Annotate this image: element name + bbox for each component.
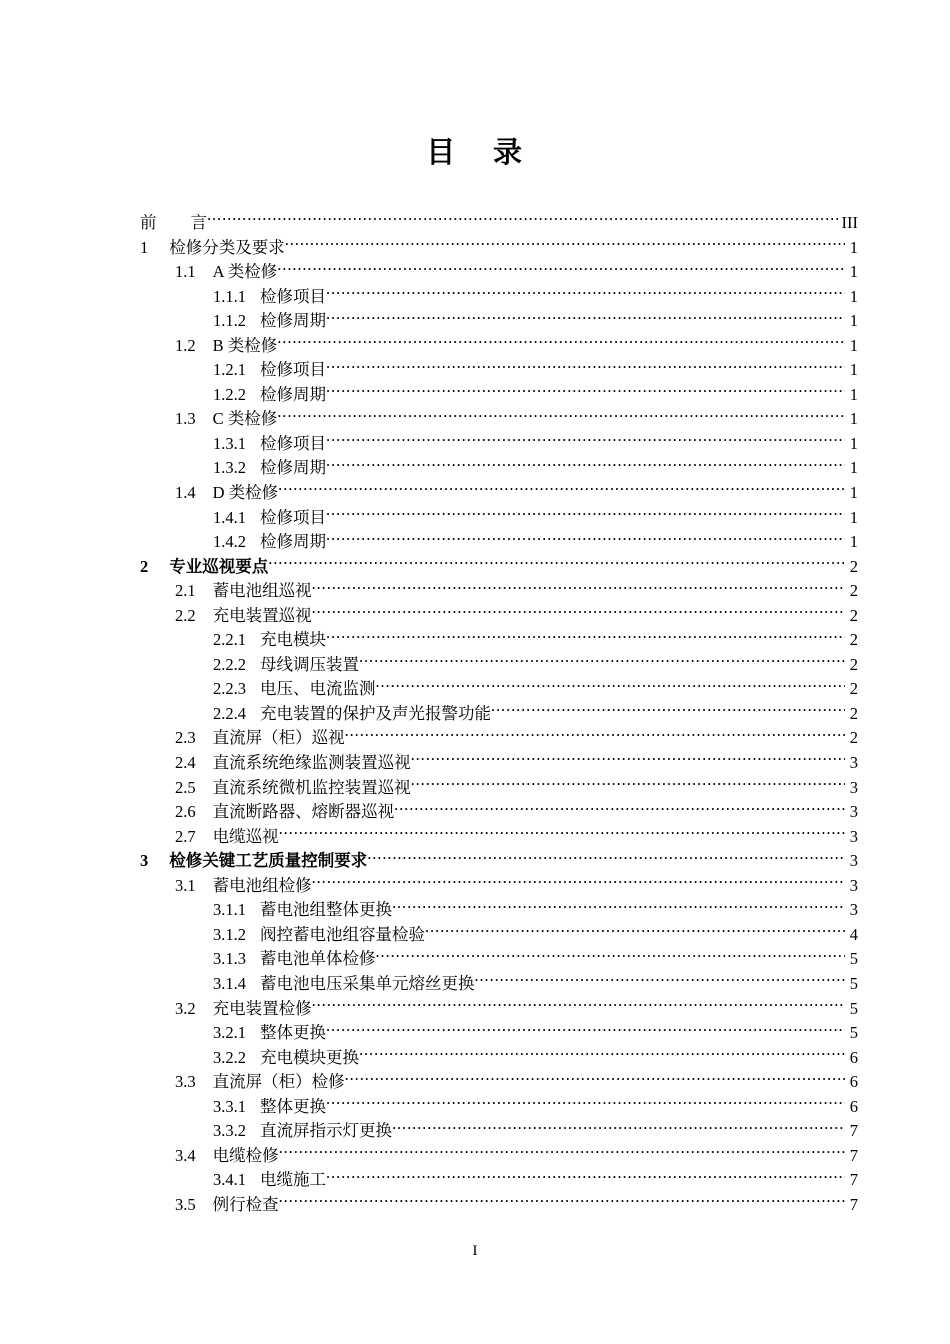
toc-entry-label: 检修分类及要求 bbox=[169, 237, 285, 257]
toc-entry[interactable] bbox=[140, 260, 858, 285]
toc-entry[interactable] bbox=[140, 702, 858, 727]
toc-entry-page-number: 6 bbox=[849, 1072, 858, 1092]
toc-entry-number: 1.1 bbox=[175, 262, 196, 282]
toc-entry-page-number: 5 bbox=[849, 973, 858, 993]
toc-entry-number: 3.5 bbox=[175, 1194, 196, 1214]
toc-entry[interactable] bbox=[140, 211, 858, 236]
toc-entry-label: 充电装置的保护及声光报警功能 bbox=[260, 703, 491, 723]
toc-entry-label: 检修周期 bbox=[260, 384, 326, 404]
toc-entry-label: 检修项目 bbox=[260, 286, 326, 306]
toc-entry-label: 直流屏（柜）检修 bbox=[212, 1072, 345, 1092]
toc-entry-page-number: 1 bbox=[849, 237, 858, 257]
toc-entry-page-number: 7 bbox=[849, 1194, 858, 1214]
toc-leader-dots bbox=[411, 752, 845, 769]
toc-entry-page-number: 3 bbox=[849, 875, 858, 895]
toc-entry-page-number: 7 bbox=[849, 1145, 858, 1165]
toc-entry-page-number: 2 bbox=[849, 605, 858, 625]
toc-entry-label: 直流系统微机监控装置巡视 bbox=[212, 777, 411, 797]
toc-entry-number: 2.3 bbox=[175, 728, 196, 748]
toc-entry-number: 2.1 bbox=[175, 581, 196, 601]
toc-entry-page-number: 7 bbox=[849, 1121, 858, 1141]
toc-leader-dots bbox=[312, 874, 845, 891]
toc-entry-number: 3.1 bbox=[175, 875, 196, 895]
toc-entry[interactable] bbox=[140, 456, 858, 481]
toc-entry[interactable] bbox=[140, 898, 858, 923]
toc-leader-dots bbox=[277, 408, 845, 425]
toc-entry[interactable] bbox=[140, 825, 858, 850]
toc-leader-dots bbox=[392, 899, 845, 916]
toc-entry-page-number: 3 bbox=[849, 777, 858, 797]
toc-entry-number: 前 bbox=[140, 213, 157, 232]
toc-leader-dots bbox=[425, 923, 845, 940]
toc-entry[interactable] bbox=[140, 383, 858, 408]
toc-entry-number: 1.1.2 bbox=[213, 311, 246, 331]
toc-entry-page-number: 2 bbox=[849, 703, 858, 723]
toc-entry-page-number: 1 bbox=[849, 458, 858, 478]
toc-entry-page-number: 3 bbox=[849, 900, 858, 920]
toc-leader-dots bbox=[278, 482, 845, 499]
toc-leader-dots bbox=[312, 997, 845, 1014]
toc-leader-dots bbox=[285, 236, 845, 253]
toc-leader-dots bbox=[326, 383, 845, 400]
toc-leader-dots bbox=[277, 261, 845, 278]
toc-entry[interactable] bbox=[140, 947, 858, 972]
toc-leader-dots bbox=[279, 825, 845, 842]
toc-entry-label: 阀控蓄电池组容量检验 bbox=[260, 924, 425, 944]
toc-entry-page-number: 1 bbox=[849, 409, 858, 429]
toc-entry-number: 3.4.1 bbox=[213, 1170, 246, 1190]
toc-entry-page-number: 1 bbox=[849, 262, 858, 282]
toc-entry-page-number: 3 bbox=[849, 826, 858, 846]
toc-entry-page-number: 4 bbox=[849, 924, 858, 944]
toc-entry-label: 电压、电流监测 bbox=[260, 679, 376, 699]
toc-leader-dots bbox=[392, 1120, 845, 1137]
toc-entry[interactable] bbox=[140, 800, 858, 825]
toc-leader-dots bbox=[312, 580, 845, 597]
toc-entry[interactable] bbox=[140, 776, 858, 801]
toc-entry[interactable] bbox=[140, 358, 858, 383]
toc-entry-page-number: 1 bbox=[849, 507, 858, 527]
toc-leader-dots bbox=[326, 457, 845, 474]
toc-leader-dots bbox=[277, 334, 845, 351]
toc-leader-dots bbox=[359, 1046, 845, 1063]
toc-entry-number: 3.4 bbox=[175, 1145, 196, 1165]
toc-entry-label: 检修周期 bbox=[260, 458, 326, 478]
toc-entry-page-number: 5 bbox=[849, 998, 858, 1018]
toc-entry-label: 蓄电池组巡视 bbox=[212, 581, 312, 601]
toc-leader-dots bbox=[411, 776, 845, 793]
toc-entry-page-number: 1 bbox=[849, 433, 858, 453]
toc-entry-number: 1.4 bbox=[175, 483, 196, 503]
toc-entry[interactable] bbox=[140, 726, 858, 751]
toc-entry[interactable] bbox=[140, 309, 858, 334]
toc-entry-number: 1.3 bbox=[175, 409, 196, 429]
toc-leader-dots bbox=[326, 1022, 845, 1039]
toc-entry-label: 蓄电池单体检修 bbox=[260, 949, 376, 969]
toc-entry[interactable] bbox=[140, 751, 858, 776]
toc-leader-dots bbox=[326, 629, 845, 646]
toc-entry[interactable] bbox=[140, 1095, 858, 1120]
toc-entry-page-number: 2 bbox=[849, 679, 858, 699]
toc-leader-dots bbox=[268, 555, 845, 572]
toc-entry[interactable] bbox=[140, 506, 858, 531]
toc-entry-number: 3.1.2 bbox=[213, 924, 246, 944]
toc-entry[interactable] bbox=[140, 997, 858, 1022]
toc-entry[interactable] bbox=[140, 677, 858, 702]
toc-entry-number: 2.6 bbox=[175, 802, 196, 822]
toc-entry-page-number: 2 bbox=[849, 654, 858, 674]
toc-entry-number: 1.2 bbox=[175, 335, 196, 355]
toc-entry[interactable] bbox=[140, 1144, 858, 1169]
toc-entry-number: 3.2 bbox=[175, 998, 196, 1018]
toc-leader-dots bbox=[359, 653, 845, 670]
toc-entry[interactable] bbox=[140, 923, 858, 948]
toc-entry-number: 3.1.3 bbox=[213, 949, 246, 969]
toc-entry-page-number: 1 bbox=[849, 311, 858, 331]
toc-entry-number: 2.5 bbox=[175, 777, 196, 797]
toc-entry-label: 直流屏（柜）巡视 bbox=[212, 728, 345, 748]
toc-entry-label: 电缆检修 bbox=[212, 1145, 279, 1165]
toc-leader-dots bbox=[491, 702, 845, 719]
toc-entry[interactable] bbox=[140, 1119, 858, 1144]
toc-entry[interactable] bbox=[140, 285, 858, 310]
toc-entry[interactable] bbox=[140, 1193, 858, 1218]
toc-entry-number: 2.2.2 bbox=[213, 654, 246, 674]
toc-leader-dots bbox=[207, 212, 840, 229]
toc-leader-dots bbox=[279, 1144, 845, 1161]
toc-leader-dots bbox=[475, 972, 846, 989]
table-of-contents bbox=[140, 211, 858, 1217]
toc-leader-dots bbox=[345, 1071, 845, 1088]
toc-entry[interactable] bbox=[140, 407, 858, 432]
toc-entry[interactable] bbox=[140, 604, 858, 629]
toc-entry[interactable] bbox=[140, 849, 858, 874]
toc-leader-dots bbox=[312, 604, 845, 621]
toc-entry[interactable] bbox=[140, 628, 858, 653]
toc-leader-dots bbox=[326, 1095, 845, 1112]
toc-entry-number: 1.3.2 bbox=[213, 458, 246, 478]
toc-entry-page-number: 6 bbox=[849, 1096, 858, 1116]
toc-entry[interactable] bbox=[140, 481, 858, 506]
toc-entry[interactable] bbox=[140, 236, 858, 261]
toc-entry-label: A 类检修 bbox=[212, 262, 278, 282]
toc-leader-dots bbox=[279, 1193, 845, 1210]
toc-entry-number: 1 bbox=[140, 237, 149, 257]
toc-entry-label: 检修周期 bbox=[260, 311, 326, 331]
toc-entry-number: 2.2.1 bbox=[213, 630, 246, 650]
toc-entry-label: 例行检查 bbox=[212, 1194, 279, 1214]
toc-entry-number: 1.4.1 bbox=[213, 507, 246, 527]
toc-entry-label: 蓄电池组整体更换 bbox=[260, 900, 392, 920]
toc-entry-number: 3.1.4 bbox=[213, 973, 246, 993]
toc-entry-number: 2.2.4 bbox=[213, 703, 246, 723]
toc-entry-number: 1.4.2 bbox=[213, 532, 246, 552]
toc-entry-label: 检修关键工艺质量控制要求 bbox=[169, 851, 368, 871]
toc-entry-label: 蓄电池组检修 bbox=[212, 875, 312, 895]
toc-entry[interactable] bbox=[140, 972, 858, 997]
toc-entry-page-number: 1 bbox=[849, 532, 858, 552]
toc-entry-label: 检修项目 bbox=[260, 360, 326, 380]
toc-entry-label: 母线调压装置 bbox=[260, 654, 359, 674]
toc-entry-page-number: 1 bbox=[849, 483, 858, 503]
toc-leader-dots bbox=[345, 727, 845, 744]
toc-entry[interactable] bbox=[140, 555, 858, 580]
toc-entry[interactable] bbox=[140, 334, 858, 359]
toc-entry-label: 整体更换 bbox=[260, 1023, 326, 1043]
toc-entry-label: 蓄电池电压采集单元熔丝更换 bbox=[260, 973, 475, 993]
toc-entry-page-number: 1 bbox=[849, 360, 858, 380]
toc-entry-label: 检修项目 bbox=[260, 507, 326, 527]
toc-entry-number: 2.2.3 bbox=[213, 679, 246, 699]
toc-entry-page-number: 2 bbox=[849, 581, 858, 601]
toc-entry-label: 充电装置检修 bbox=[212, 998, 312, 1018]
toc-entry-label: 检修周期 bbox=[260, 532, 326, 552]
toc-entry[interactable] bbox=[140, 530, 858, 555]
page-title: 目 录 bbox=[426, 137, 524, 169]
toc-entry-label: 专业巡视要点 bbox=[169, 556, 269, 576]
toc-entry-label: 充电模块 bbox=[260, 630, 326, 650]
toc-entry-page-number: 1 bbox=[849, 286, 858, 306]
toc-entry-page-number: 3 bbox=[849, 753, 858, 773]
toc-entry-label: 电缆施工 bbox=[260, 1170, 326, 1190]
toc-entry-number: 3.3 bbox=[175, 1072, 196, 1092]
toc-entry-page-number: 3 bbox=[849, 802, 858, 822]
toc-entry-page-number: 1 bbox=[849, 384, 858, 404]
toc-entry-page-number: 6 bbox=[849, 1047, 858, 1067]
toc-entry-number: 2.7 bbox=[175, 826, 196, 846]
toc-entry-page-number: 3 bbox=[849, 851, 858, 871]
toc-entry-number: 3.3.1 bbox=[213, 1096, 246, 1116]
toc-entry-number: 1.2.2 bbox=[213, 384, 246, 404]
toc-entry-page-number: III bbox=[841, 213, 858, 232]
toc-entry-label: 直流屏指示灯更换 bbox=[260, 1121, 392, 1141]
page-number-footer: I bbox=[472, 1243, 478, 1259]
toc-entry-page-number: 2 bbox=[849, 630, 858, 650]
toc-entry[interactable] bbox=[140, 1046, 858, 1071]
toc-entry-number: 3.1.1 bbox=[213, 900, 246, 920]
toc-entry-number: 2.2 bbox=[175, 605, 196, 625]
toc-entry-page-number: 5 bbox=[849, 949, 858, 969]
toc-entry-label: 整体更换 bbox=[260, 1096, 326, 1116]
toc-entry[interactable] bbox=[140, 579, 858, 604]
toc-entry-page-number: 5 bbox=[849, 1023, 858, 1043]
toc-leader-dots bbox=[394, 801, 845, 818]
toc-entry-label: 检修项目 bbox=[260, 433, 326, 453]
toc-entry[interactable] bbox=[140, 653, 858, 678]
toc-leader-dots bbox=[326, 531, 845, 548]
toc-entry-label: 直流断路器、熔断器巡视 bbox=[212, 802, 395, 822]
toc-entry-label: 电缆巡视 bbox=[212, 826, 279, 846]
toc-leader-dots bbox=[367, 850, 845, 867]
toc-entry[interactable] bbox=[140, 874, 858, 899]
toc-leader-dots bbox=[326, 432, 845, 449]
toc-entry-page-number: 2 bbox=[849, 728, 858, 748]
toc-entry-number: 3.2.2 bbox=[213, 1047, 246, 1067]
toc-entry-number: 2.4 bbox=[175, 753, 196, 773]
toc-entry[interactable] bbox=[140, 1168, 858, 1193]
toc-entry[interactable] bbox=[140, 1070, 858, 1095]
toc-leader-dots bbox=[326, 285, 845, 302]
toc-leader-dots bbox=[326, 1169, 845, 1186]
toc-leader-dots bbox=[376, 678, 846, 695]
toc-leader-dots bbox=[326, 359, 845, 376]
toc-entry-number: 3.2.1 bbox=[213, 1023, 246, 1043]
toc-entry-number: 1.2.1 bbox=[213, 360, 246, 380]
toc-entry-page-number: 2 bbox=[849, 556, 858, 576]
toc-entry-label: 直流系统绝缘监测装置巡视 bbox=[212, 753, 411, 773]
toc-entry-label: C 类检修 bbox=[212, 409, 278, 429]
toc-entry-number: 1.1.1 bbox=[213, 286, 246, 306]
toc-entry[interactable] bbox=[140, 432, 858, 457]
toc-leader-dots bbox=[326, 310, 845, 327]
toc-leader-dots bbox=[376, 948, 846, 965]
toc-entry-label: D 类检修 bbox=[212, 483, 279, 503]
toc-leader-dots bbox=[326, 506, 845, 523]
toc-entry-label: 言 bbox=[190, 213, 207, 232]
toc-entry-label: 充电模块更换 bbox=[260, 1047, 359, 1067]
toc-entry-number: 2 bbox=[140, 556, 149, 576]
toc-entry-number: 3.3.2 bbox=[213, 1121, 246, 1141]
toc-entry-number: 3 bbox=[140, 851, 149, 871]
toc-entry[interactable] bbox=[140, 1021, 858, 1046]
toc-entry-label: 充电装置巡视 bbox=[212, 605, 312, 625]
toc-entry-page-number: 7 bbox=[849, 1170, 858, 1190]
toc-entry-page-number: 1 bbox=[849, 335, 858, 355]
toc-entry-label: B 类检修 bbox=[212, 335, 278, 355]
toc-entry-number: 1.3.1 bbox=[213, 433, 246, 453]
